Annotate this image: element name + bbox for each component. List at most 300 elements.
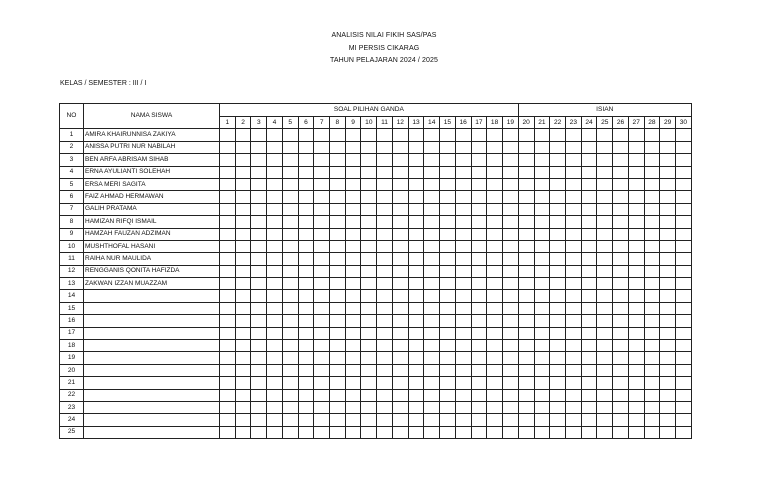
question-number-header: 3 xyxy=(251,117,267,129)
score-cell xyxy=(676,401,692,413)
row-number: 22 xyxy=(60,389,84,401)
score-cell xyxy=(581,141,597,153)
score-cell xyxy=(424,302,440,314)
score-cell xyxy=(408,166,424,178)
score-cell xyxy=(487,340,503,352)
score-cell xyxy=(502,178,518,190)
score-cell xyxy=(597,364,613,376)
score-cell xyxy=(581,129,597,141)
score-cell xyxy=(597,240,613,252)
score-cell xyxy=(392,426,408,438)
score-cell xyxy=(628,253,644,265)
score-cell xyxy=(628,364,644,376)
score-cell xyxy=(345,253,361,265)
score-cell xyxy=(282,154,298,166)
score-cell xyxy=(361,364,377,376)
score-cell xyxy=(424,278,440,290)
score-cell xyxy=(550,401,566,413)
score-cell xyxy=(660,240,676,252)
score-cell xyxy=(377,364,393,376)
score-cell xyxy=(597,327,613,339)
score-cell xyxy=(550,278,566,290)
score-cell xyxy=(487,352,503,364)
score-cell xyxy=(597,191,613,203)
score-cell xyxy=(314,426,330,438)
row-number: 1 xyxy=(60,129,84,141)
score-cell xyxy=(267,315,283,327)
question-number-header: 13 xyxy=(408,117,424,129)
score-cell xyxy=(392,352,408,364)
document-title-block xyxy=(0,30,768,68)
student-name xyxy=(84,426,220,438)
score-cell xyxy=(314,340,330,352)
table-row xyxy=(60,191,692,203)
score-cell xyxy=(392,253,408,265)
score-cell xyxy=(613,265,629,277)
score-cell xyxy=(314,240,330,252)
score-cell xyxy=(345,216,361,228)
score-cell xyxy=(267,401,283,413)
score-cell xyxy=(676,154,692,166)
score-cell xyxy=(298,240,314,252)
row-number: 18 xyxy=(60,340,84,352)
score-cell xyxy=(613,240,629,252)
score-cell xyxy=(597,216,613,228)
score-cell xyxy=(377,166,393,178)
score-cell xyxy=(330,253,346,265)
score-cell xyxy=(581,265,597,277)
score-cell xyxy=(345,340,361,352)
score-cell xyxy=(330,302,346,314)
score-cell xyxy=(628,154,644,166)
score-cell xyxy=(502,389,518,401)
score-cell xyxy=(502,216,518,228)
score-cell xyxy=(267,302,283,314)
score-cell xyxy=(676,290,692,302)
score-cell xyxy=(392,129,408,141)
score-cell xyxy=(660,129,676,141)
score-cell xyxy=(267,240,283,252)
score-cell xyxy=(298,302,314,314)
score-cell xyxy=(597,401,613,413)
score-cell xyxy=(613,352,629,364)
score-cell xyxy=(471,154,487,166)
score-cell xyxy=(251,364,267,376)
score-cell xyxy=(220,352,236,364)
score-cell xyxy=(314,141,330,153)
score-cell xyxy=(676,302,692,314)
score-cell xyxy=(220,377,236,389)
score-cell xyxy=(565,278,581,290)
table-row xyxy=(60,265,692,277)
score-cell xyxy=(644,414,660,426)
score-cell xyxy=(361,352,377,364)
score-cell xyxy=(518,327,534,339)
student-name: RAIHA NUR MAULIDA xyxy=(84,253,220,265)
score-cell xyxy=(628,216,644,228)
student-name xyxy=(84,389,220,401)
score-cell xyxy=(440,203,456,215)
score-cell xyxy=(676,414,692,426)
score-cell xyxy=(597,290,613,302)
score-cell xyxy=(220,141,236,153)
score-cell xyxy=(314,154,330,166)
question-number-header: 16 xyxy=(455,117,471,129)
score-cell xyxy=(408,129,424,141)
score-cell xyxy=(408,178,424,190)
score-cell xyxy=(424,340,440,352)
score-cell xyxy=(377,154,393,166)
score-cell xyxy=(220,389,236,401)
score-cell xyxy=(534,166,550,178)
score-cell xyxy=(392,178,408,190)
score-cell xyxy=(613,141,629,153)
score-cell xyxy=(424,352,440,364)
score-cell xyxy=(314,253,330,265)
score-cell xyxy=(408,426,424,438)
score-cell xyxy=(377,327,393,339)
score-cell xyxy=(282,426,298,438)
score-cell xyxy=(597,302,613,314)
student-name xyxy=(84,290,220,302)
score-cell xyxy=(392,364,408,376)
score-cell xyxy=(282,278,298,290)
score-cell xyxy=(550,364,566,376)
score-cell xyxy=(314,129,330,141)
score-cell xyxy=(377,228,393,240)
score-cell xyxy=(235,389,251,401)
score-cell xyxy=(455,290,471,302)
score-cell xyxy=(330,154,346,166)
question-number-header: 28 xyxy=(644,117,660,129)
score-cell xyxy=(408,389,424,401)
score-cell xyxy=(314,315,330,327)
score-cell xyxy=(487,166,503,178)
score-cell xyxy=(298,414,314,426)
score-cell xyxy=(660,154,676,166)
score-cell xyxy=(644,265,660,277)
score-cell xyxy=(534,426,550,438)
score-cell xyxy=(314,166,330,178)
score-cell xyxy=(345,327,361,339)
score-cell xyxy=(298,327,314,339)
score-cell xyxy=(282,166,298,178)
table-row xyxy=(60,141,692,153)
score-cell xyxy=(597,203,613,215)
score-cell xyxy=(660,216,676,228)
row-number: 11 xyxy=(60,253,84,265)
score-cell xyxy=(581,253,597,265)
score-cell xyxy=(471,364,487,376)
score-cell xyxy=(220,401,236,413)
question-number-header: 19 xyxy=(502,117,518,129)
score-cell xyxy=(282,191,298,203)
score-cell xyxy=(676,216,692,228)
score-cell xyxy=(361,302,377,314)
score-cell xyxy=(471,141,487,153)
score-cell xyxy=(440,290,456,302)
score-cell xyxy=(440,414,456,426)
row-number: 20 xyxy=(60,364,84,376)
score-cell xyxy=(518,129,534,141)
score-cell xyxy=(550,426,566,438)
score-cell xyxy=(424,154,440,166)
score-cell xyxy=(613,191,629,203)
score-cell xyxy=(455,253,471,265)
score-cell xyxy=(534,401,550,413)
score-cell xyxy=(550,141,566,153)
score-cell xyxy=(408,154,424,166)
score-cell xyxy=(298,315,314,327)
score-cell xyxy=(502,340,518,352)
score-cell xyxy=(518,141,534,153)
score-cell xyxy=(644,253,660,265)
score-cell xyxy=(361,129,377,141)
score-cell xyxy=(424,178,440,190)
score-cell xyxy=(471,340,487,352)
score-cell xyxy=(550,191,566,203)
score-cell xyxy=(628,327,644,339)
score-cell xyxy=(235,141,251,153)
score-cell xyxy=(408,302,424,314)
score-cell xyxy=(251,290,267,302)
score-cell xyxy=(361,278,377,290)
score-cell xyxy=(597,265,613,277)
score-cell xyxy=(251,315,267,327)
score-cell xyxy=(581,389,597,401)
score-cell xyxy=(550,240,566,252)
table-header-row-groups xyxy=(60,104,692,117)
score-cell xyxy=(267,203,283,215)
score-cell xyxy=(613,315,629,327)
score-cell xyxy=(267,166,283,178)
score-cell xyxy=(408,327,424,339)
score-cell xyxy=(597,377,613,389)
score-cell xyxy=(298,340,314,352)
score-cell xyxy=(565,191,581,203)
score-cell xyxy=(361,377,377,389)
score-cell xyxy=(282,340,298,352)
score-cell xyxy=(660,340,676,352)
score-cell xyxy=(377,278,393,290)
score-cell xyxy=(534,253,550,265)
student-name: AMIRA KHAIRUNNISA ZAKIYA xyxy=(84,129,220,141)
score-cell xyxy=(298,389,314,401)
score-cell xyxy=(660,389,676,401)
score-cell xyxy=(565,315,581,327)
row-number: 21 xyxy=(60,377,84,389)
score-cell xyxy=(471,240,487,252)
score-cell xyxy=(644,228,660,240)
score-cell xyxy=(581,178,597,190)
score-cell xyxy=(518,290,534,302)
score-cell xyxy=(502,414,518,426)
score-cell xyxy=(487,315,503,327)
score-cell xyxy=(220,154,236,166)
score-cell xyxy=(330,191,346,203)
score-cell xyxy=(330,166,346,178)
score-cell xyxy=(613,278,629,290)
question-number-header: 26 xyxy=(613,117,629,129)
score-cell xyxy=(628,302,644,314)
score-cell xyxy=(565,228,581,240)
score-cell xyxy=(644,315,660,327)
score-cell xyxy=(251,178,267,190)
score-cell xyxy=(298,191,314,203)
score-cell xyxy=(518,340,534,352)
student-name: MUSHTHOFAL HASANI xyxy=(84,240,220,252)
score-cell xyxy=(550,302,566,314)
score-cell xyxy=(487,141,503,153)
score-cell xyxy=(534,315,550,327)
score-cell xyxy=(502,352,518,364)
score-cell xyxy=(518,228,534,240)
row-number: 12 xyxy=(60,265,84,277)
row-number: 25 xyxy=(60,426,84,438)
score-cell xyxy=(361,401,377,413)
score-cell xyxy=(330,290,346,302)
score-cell xyxy=(597,426,613,438)
score-cell xyxy=(565,265,581,277)
score-cell xyxy=(345,166,361,178)
score-cell xyxy=(408,216,424,228)
score-cell xyxy=(235,228,251,240)
score-cell xyxy=(314,401,330,413)
score-cell xyxy=(487,327,503,339)
score-cell xyxy=(487,364,503,376)
score-cell xyxy=(676,141,692,153)
score-cell xyxy=(581,302,597,314)
score-cell xyxy=(267,364,283,376)
score-cell xyxy=(597,414,613,426)
score-cell xyxy=(455,240,471,252)
score-cell xyxy=(235,426,251,438)
score-cell xyxy=(644,278,660,290)
score-cell xyxy=(298,178,314,190)
table-row xyxy=(60,228,692,240)
score-cell xyxy=(361,426,377,438)
score-cell xyxy=(628,265,644,277)
score-cell xyxy=(613,216,629,228)
score-cell xyxy=(518,203,534,215)
score-cell xyxy=(455,401,471,413)
score-cell xyxy=(502,191,518,203)
score-cell xyxy=(251,278,267,290)
score-cell xyxy=(518,414,534,426)
student-name xyxy=(84,414,220,426)
score-cell xyxy=(282,141,298,153)
score-cell xyxy=(345,426,361,438)
score-cell xyxy=(518,278,534,290)
score-cell xyxy=(440,426,456,438)
score-cell xyxy=(361,154,377,166)
score-cell xyxy=(502,141,518,153)
student-name: ERNA AYULIANTI SOLEHAH xyxy=(84,166,220,178)
score-cell xyxy=(644,216,660,228)
table-row xyxy=(60,178,692,190)
score-cell xyxy=(361,290,377,302)
score-cell xyxy=(361,327,377,339)
score-cell xyxy=(455,265,471,277)
score-cell xyxy=(471,327,487,339)
score-cell xyxy=(471,389,487,401)
question-number-header: 4 xyxy=(267,117,283,129)
score-cell xyxy=(298,290,314,302)
score-cell xyxy=(440,327,456,339)
score-cell xyxy=(471,401,487,413)
score-cell xyxy=(502,129,518,141)
score-cell xyxy=(455,178,471,190)
score-cell xyxy=(597,253,613,265)
score-cell xyxy=(660,426,676,438)
score-cell xyxy=(361,389,377,401)
score-cell xyxy=(534,340,550,352)
score-cell xyxy=(220,253,236,265)
score-cell xyxy=(455,228,471,240)
header-student-name: NAMA SISWA xyxy=(84,104,220,129)
row-number: 10 xyxy=(60,240,84,252)
score-cell xyxy=(676,178,692,190)
score-cell xyxy=(314,389,330,401)
score-cell xyxy=(408,414,424,426)
score-cell xyxy=(613,389,629,401)
table-row xyxy=(60,154,692,166)
score-cell xyxy=(251,340,267,352)
row-number: 15 xyxy=(60,302,84,314)
score-cell xyxy=(298,166,314,178)
score-cell xyxy=(660,290,676,302)
score-cell xyxy=(345,352,361,364)
score-cell xyxy=(361,265,377,277)
score-cell xyxy=(361,166,377,178)
score-cell xyxy=(471,129,487,141)
score-cell xyxy=(392,340,408,352)
score-cell xyxy=(345,191,361,203)
row-number: 17 xyxy=(60,327,84,339)
score-cell xyxy=(628,129,644,141)
score-cell xyxy=(282,377,298,389)
score-cell xyxy=(644,340,660,352)
score-cell xyxy=(613,401,629,413)
question-number-header: 21 xyxy=(534,117,550,129)
score-cell xyxy=(471,352,487,364)
score-cell xyxy=(534,240,550,252)
score-cell xyxy=(581,290,597,302)
score-cell xyxy=(534,352,550,364)
score-cell xyxy=(676,191,692,203)
score-cell xyxy=(424,166,440,178)
academic-year: TAHUN PELAJARAN 2024 / 2025 xyxy=(329,57,438,64)
score-cell xyxy=(502,278,518,290)
score-cell xyxy=(424,203,440,215)
score-cell xyxy=(440,377,456,389)
score-cell xyxy=(392,414,408,426)
score-cell xyxy=(471,377,487,389)
score-cell xyxy=(581,414,597,426)
score-analysis-table xyxy=(59,103,692,439)
score-cell xyxy=(597,129,613,141)
score-cell xyxy=(581,278,597,290)
score-cell xyxy=(345,364,361,376)
score-cell xyxy=(330,203,346,215)
student-name: RENGGANIS QONITA HAFIZDA xyxy=(84,265,220,277)
score-cell xyxy=(220,129,236,141)
score-cell xyxy=(502,377,518,389)
score-cell xyxy=(565,377,581,389)
score-cell xyxy=(220,191,236,203)
score-cell xyxy=(597,178,613,190)
score-cell xyxy=(518,364,534,376)
